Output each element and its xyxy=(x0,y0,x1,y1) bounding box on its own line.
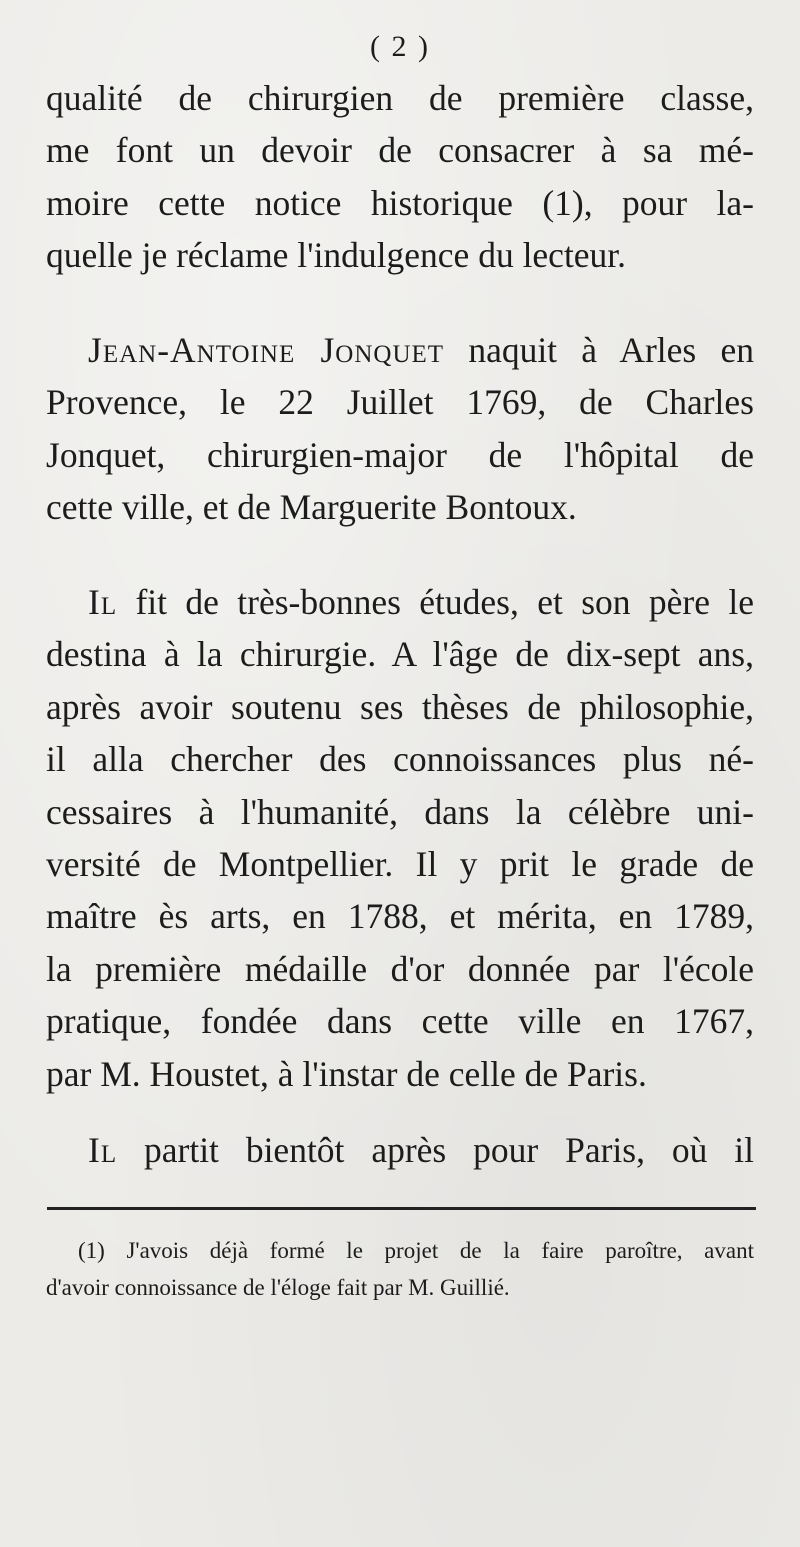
paragraph-paris xyxy=(46,1124,754,1176)
person-name: Jean-Antoine Jonquet xyxy=(88,330,445,370)
text-line: cette ville, et de Marguerite Bontoux. xyxy=(46,487,577,528)
text-fragment: fit de très-bonnes études, et son père le xyxy=(135,582,754,622)
text-line: moire cette notice historique (1), pour la- xyxy=(46,182,754,223)
text-line: Provence, le 22 Juillet 1769, de Charles xyxy=(46,382,754,423)
text-line: Jonquet, chirurgien-major de l'hôpital de xyxy=(46,434,754,475)
text-line: pratique, fondée dans cette ville en 1767, xyxy=(46,1001,754,1042)
text-line: destina à la chirurgie. A l'âge de dix-sept ans, xyxy=(46,634,754,675)
text-line: me font un devoir de consacrer à sa mé- xyxy=(46,130,754,171)
paragraph-birth xyxy=(46,324,754,534)
page-number: ( 2 ) xyxy=(370,30,430,63)
text-line xyxy=(46,576,754,628)
text-line: la première médaille d'or donnée par l'école xyxy=(46,948,754,989)
text-line: versité de Montpellier. Il y prit le grade de xyxy=(46,844,754,885)
footnote-line: d'avoir connoissance de l'éloge fait par M. Guillié. xyxy=(46,1275,510,1300)
paragraph-continuation xyxy=(46,72,754,282)
text-line xyxy=(46,1124,754,1176)
lead-word: Il xyxy=(88,1130,118,1170)
text-line: après avoir soutenu ses thèses de philosophie, xyxy=(46,686,754,727)
text-line: cessaires à l'humanité, dans la célèbre uni- xyxy=(46,791,754,832)
footnote-line: (1) J'avois déjà formé le projet de la faire paroître, avant xyxy=(78,1238,754,1263)
lead-word: Il xyxy=(88,582,118,622)
text-line: quelle je réclame l'indulgence du lecteur. xyxy=(46,235,627,276)
footnote xyxy=(46,1232,754,1306)
text-line: par M. Houstet, à l'instar de celle de Paris. xyxy=(46,1053,647,1094)
text-line: maître ès arts, en 1788, et mérita, en 1789, xyxy=(46,896,754,937)
footnote-divider xyxy=(47,1207,756,1210)
paragraph-studies xyxy=(46,576,754,1100)
text-line: qualité de chirurgien de première classe, xyxy=(46,78,754,118)
text-fragment: partit bientôt après pour Paris, où il xyxy=(144,1130,754,1170)
text-fragment: naquit à Arles en xyxy=(468,330,754,370)
text-line xyxy=(46,324,754,376)
text-line: il alla chercher des connoissances plus né- xyxy=(46,739,754,780)
